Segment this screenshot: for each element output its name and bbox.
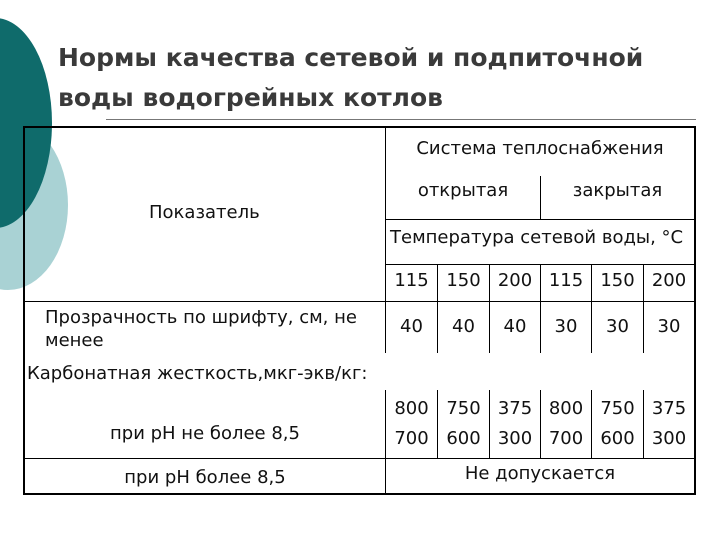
- ph-row-divider: [23, 458, 696, 459]
- system-types-bottom-line: [386, 219, 696, 220]
- title-divider: [106, 119, 696, 120]
- transparency-value-6: 30: [657, 316, 681, 337]
- temp-closed-115: 115: [548, 270, 584, 291]
- ph-le-value-1-3: 375: [497, 398, 533, 419]
- closed-system-header: закрытая: [572, 180, 663, 201]
- table-border-right: [694, 126, 696, 495]
- ph-le-value-1-6: 375: [651, 398, 687, 419]
- temp-open-200: 200: [497, 270, 533, 291]
- temp-closed-150: 150: [600, 270, 635, 291]
- transparency-value-5: 30: [606, 316, 629, 337]
- ph-gt-value: Не допускается: [464, 463, 616, 484]
- water-temperature-header: Температура сетевой воды, °С: [390, 227, 684, 248]
- carbonate-hardness-label: Карбонатная жесткость,мкг-экв/кг:: [27, 363, 368, 384]
- slide-title-line-2: воды водогрейных котлов: [58, 83, 443, 112]
- ph-le-value-1-5: 750: [600, 398, 635, 419]
- open-system-header: открытая: [417, 180, 509, 201]
- ph-le-value-2-4: 700: [548, 428, 584, 449]
- transparency-value-4: 30: [554, 316, 578, 337]
- temp-open-115: 115: [394, 270, 429, 291]
- temp-open-150: 150: [446, 270, 481, 291]
- quality-norms-table: [23, 126, 696, 495]
- transparency-value-2: 40: [452, 316, 475, 337]
- transparency-label-line-1: Прозрачность по шрифту, см, не: [45, 307, 357, 328]
- slide-title-line-1: Нормы качества сетевой и подпиточной: [58, 43, 644, 72]
- transparency-value-3: 40: [503, 316, 527, 337]
- ph-gt-label: при рН более 8,5: [124, 467, 286, 488]
- ph-le-value-2-5: 600: [600, 428, 635, 449]
- ph-le-value-2-2: 600: [446, 428, 481, 449]
- ph-le-value-2-1: 700: [394, 428, 429, 449]
- temp-closed-200: 200: [651, 270, 687, 291]
- heating-system-header: Система теплоснабжения: [416, 138, 664, 159]
- header-bottom-line: [23, 301, 696, 302]
- indicator-header: Показатель: [149, 202, 260, 223]
- transparency-value-1: 40: [400, 316, 423, 337]
- ph-le-value-2-3: 300: [497, 428, 533, 449]
- ph-le-value-1-1: 800: [394, 398, 429, 419]
- slide-title: [58, 38, 718, 118]
- table-border-bottom: [23, 493, 696, 495]
- ph-le-value-2-6: 300: [651, 428, 687, 449]
- ph-le-value-1-2: 750: [446, 398, 481, 419]
- temperature-label-bottom-line: [386, 264, 696, 265]
- ph-le-label: при рН не более 8,5: [110, 423, 300, 444]
- ph-le-value-1-4: 800: [548, 398, 584, 419]
- table-border-top: [23, 126, 696, 128]
- transparency-label-line-2: менее: [45, 330, 104, 351]
